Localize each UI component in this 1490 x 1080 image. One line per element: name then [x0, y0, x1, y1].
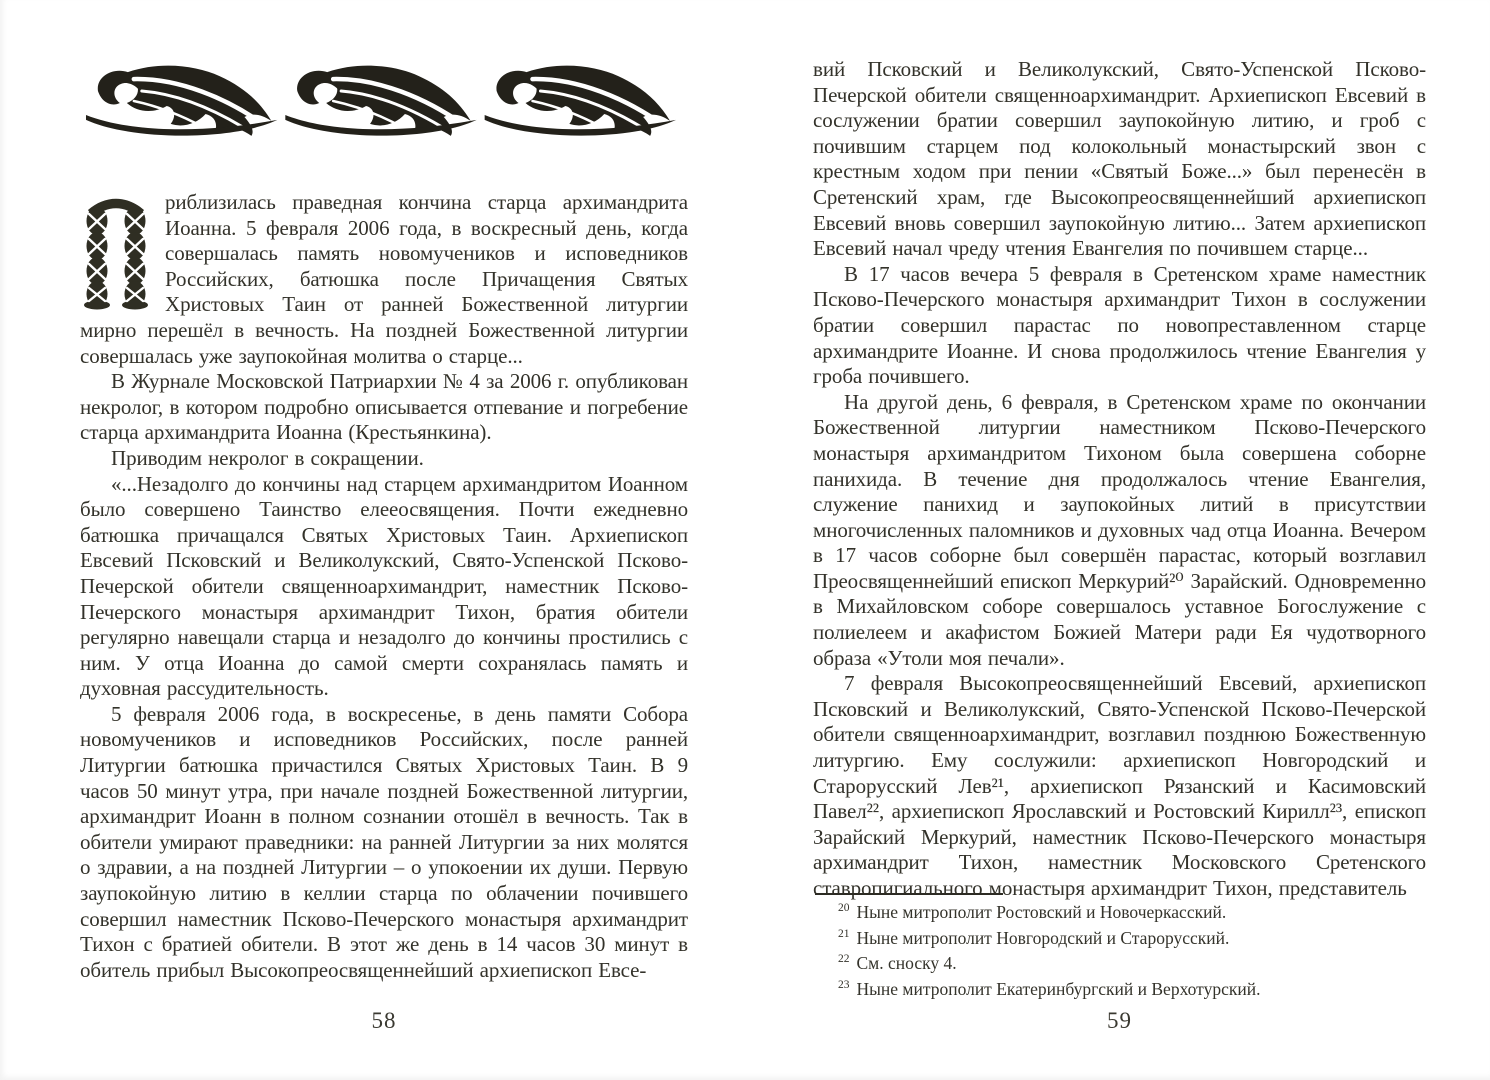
paragraph: В 17 часов вечера 5 февраля в Сретенском храме наместник Псково-Печерского монастыря архимандрит Тихон в сослужении братии совершил парастас по новопреставленном старце архимандрите Иоанне. И снова продолжилось чтение Евангелия у гроба почившего. [813, 261, 1426, 389]
left-text-block [80, 190, 688, 983]
paragraph: На другой день, 6 февраля, в Сретенском храме по окончании Божественной литургии наместником Псково-Печерского монастыря архимандритом Тихоном была совершена соборне панихида. В течение дня продолжалось чтение Евангелия, служение панихид и заупокойных литий в присутствии многочисленных паломников и духовных чад отца Иоанна. Вечером в 17 часов соборне был совершён парастас, который возглавил Преосвященнейший епископ Меркурий²⁰ Зарайский. Одновременно в Михайловском соборе совершалось уставное Богослужение с полиелеем и акафистом Божией Матери ради Ея чудотворного образа «Утоли моя печали». [813, 389, 1426, 670]
paragraph-opening [80, 190, 688, 369]
footnote-marker: 23 [838, 978, 850, 991]
footnote-marker: 20 [838, 902, 850, 915]
paragraph: 7 февраля Высокопреосвященнейший Евсевий, архиепископ Псковский и Великолукский, Свято-Успенской Псково-Печерской обители священноархимандрит, возглавил позднюю Божественную литургию. Ему сослужили: архиепископ Новгородский и Старорусский Лев²¹, архиепископ Рязанский и Касимовский Павел²², архиепископ Ярославский и Ростовский Кирилл²³, епископ Зарайский Меркурий, наместник Псково-Печерского монастыря архимандрит Тихон, наместник Московского Сретенского ставропигиального монастыря архимандрит Тихон, представитель [813, 671, 1426, 900]
page-number-right: 59 [1107, 1008, 1132, 1033]
paragraph: В Журнале Московской Патриархии № 4 за 2006 г. опубликован некролог, в котором подробно описывается отпевание и погребение старца архимандрита Иоанна (Крестьянкина). [80, 369, 688, 445]
right-text-block [813, 57, 1426, 902]
paragraph-text: риблизилась праведная кончина старца архимандрита Иоанна. 5 февраля 2006 года, в воскресный день, когда совершалась память новомучеников и исповедников Российских, батюшка после Причащения Святых Христовых Таин от ранней Божественной литургии мирно перешёл в вечность. На поздней Божественной литургии совершалась уже заупокойная молитва о старце... [80, 190, 688, 368]
paragraph-continuation: вий Псковский и Великолукский, Свято-Успенской Псково-Печерской обители священноархимандрит. Архиепископ Евсевий в сослужении братии совершил заупокойную литию, и гроб с почившим старцем под колокольный монастырский звон с крестным ходом при пении «Святый Боже...» был перенесён в Сретенский храм, где Высокопреосвященнейший архиепископ Евсевий вновь совершил заупокойную литию... Затем архиепископ Евсевий начал чреду чтения Евангелия по почившем старце... [813, 57, 1426, 261]
header-ornament-icon [84, 65, 682, 137]
footnote-marker: 21 [838, 927, 850, 940]
page-number-left: 58 [371, 1008, 397, 1033]
footnote [813, 951, 1426, 977]
footnote-text: Ныне митрополит Новгородский и Старорусский. [856, 927, 1230, 948]
footnote-divider [815, 893, 1003, 895]
paragraph: 5 февраля 2006 года, в воскресенье, в день памяти Собора новомучеников и исповедников Российских, после ранней Литургии батюшка причастился Святых Христовых Таин. В 9 часов 50 минут утра, при начале поздней Божественной литургии, архимандрит Иоанн в полном сознании отошёл в вечность. Так в обители умирают праведники: на ранней Литургии за них молятся о здравии, а на поздней Литургии – о упокоении их души. Первую заупокойную литию в келлии старца по облачении почившего совершил наместник Псково-Печерского монастыря архимандрит Тихон с братией обители. В этот же день в 14 часов 30 минут в обитель прибыл Высокопреосвященнейший архиепископ Евсе- [80, 701, 688, 982]
left-page [80, 0, 688, 1033]
footnote [813, 926, 1426, 952]
footnote [813, 977, 1426, 1003]
paragraph: Приводим некролог в сокращении. [111, 445, 424, 470]
footnote-text: См. сноску 4. [856, 953, 957, 973]
paragraph: «...Незадолго до кончины над старцем архимандритом Иоанном было совершено Таинство елееосвящения. Почти ежедневно батюшка причащался Святых Христовых Таин. Архиепископ Евсевий Псковский и Великолукский, Свято-Успенской Псково-Печерской обители священноархимандрит, наместник Псково-Печерского монастыря архимандрит Тихон, братия обители регулярно навещали старца и незадолго до кончины простились с ним. У отца Иоанна до самой смерти сохранялась память и духовная рассудительность. [80, 471, 688, 701]
footnote-text: Ныне митрополит Ростовский и Новочеркасский. [856, 902, 1227, 922]
drop-cap-initial-icon [80, 193, 152, 310]
footnotes-block [813, 893, 1426, 1002]
footnote [813, 900, 1426, 926]
footnote-text: Ныне митрополит Екатеринбургский и Верхотурский. [856, 978, 1261, 999]
footnote-marker: 22 [838, 953, 850, 966]
